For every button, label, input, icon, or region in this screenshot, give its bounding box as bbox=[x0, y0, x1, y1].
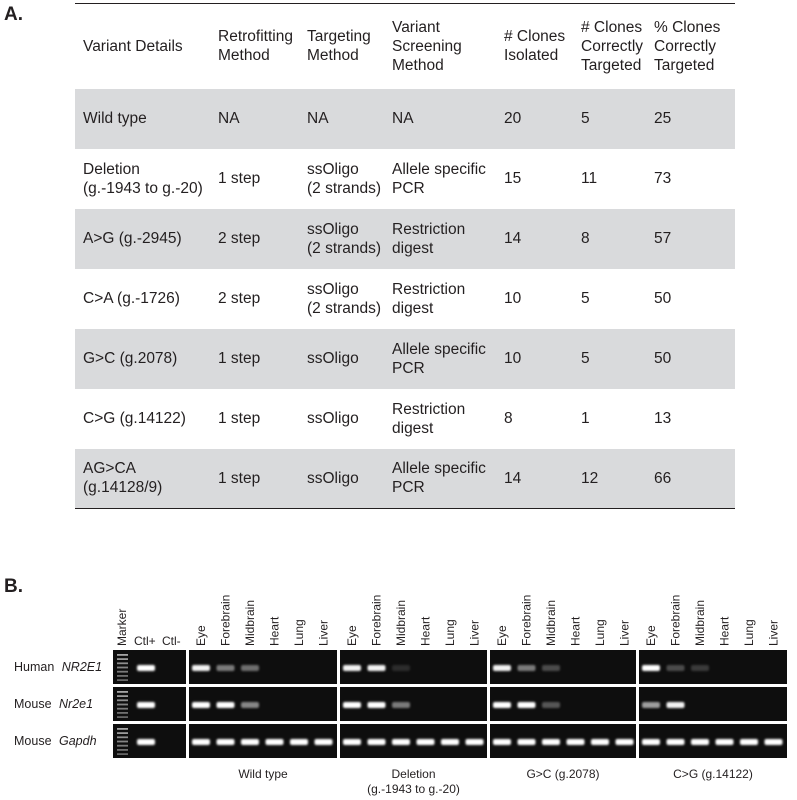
tissue-lane-label: Heart bbox=[717, 616, 732, 646]
table-cell-line: PCR bbox=[392, 359, 425, 377]
table-cell-line: (g.-1943 to g.-20) bbox=[83, 179, 203, 197]
row-label-prefix: Mouse bbox=[14, 734, 55, 748]
gel-image-panel bbox=[189, 687, 337, 721]
column-header-line: # Clones bbox=[581, 18, 643, 36]
table-cell-line: 1 step bbox=[218, 469, 261, 487]
table-cell-line: C>G (g.14122) bbox=[83, 410, 186, 427]
table-cell-line: 57 bbox=[654, 230, 672, 247]
column-header bbox=[299, 4, 384, 89]
table-cell-line: 50 bbox=[654, 290, 672, 307]
table-header-row bbox=[75, 4, 735, 89]
gel-band bbox=[642, 665, 660, 671]
row-label-gene: Gapdh bbox=[59, 734, 97, 748]
gel-band bbox=[290, 739, 308, 745]
table-cell bbox=[496, 449, 573, 509]
tissue-lane-label: Lung bbox=[292, 619, 306, 646]
row-label-gene: Nr2e1 bbox=[59, 697, 94, 711]
gel-band bbox=[192, 665, 210, 671]
genotype-group-label: G>C (g.2078) bbox=[526, 767, 600, 781]
table-cell bbox=[384, 449, 496, 509]
tissue-lane-label: Heart bbox=[568, 616, 583, 646]
table-cell bbox=[210, 149, 299, 209]
marker-ladder-band bbox=[117, 658, 128, 660]
table-cell-line: Allele specific bbox=[392, 160, 486, 178]
table-cell bbox=[384, 329, 496, 389]
marker-ladder-band bbox=[117, 728, 128, 730]
table-cell bbox=[299, 209, 384, 269]
gel-band bbox=[392, 739, 410, 745]
tissue-lane-label: Forebrain bbox=[519, 594, 534, 646]
table-cell bbox=[496, 269, 573, 329]
gel-band bbox=[417, 739, 435, 745]
table-cell bbox=[573, 269, 646, 329]
gel-band bbox=[368, 665, 386, 671]
table-cell bbox=[75, 209, 210, 269]
clone-targeting-table bbox=[75, 3, 735, 509]
control-band bbox=[137, 665, 155, 671]
table-cell bbox=[573, 449, 646, 509]
tissue-lane-label: Forebrain bbox=[668, 594, 683, 646]
table-cell bbox=[75, 89, 210, 149]
table-cell bbox=[210, 389, 299, 449]
table-cell-line: 8 bbox=[581, 230, 590, 247]
marker-lane-label: Marker bbox=[115, 608, 129, 646]
gel-band bbox=[642, 702, 660, 708]
table-row bbox=[75, 449, 735, 509]
gel-band bbox=[343, 665, 361, 671]
table-cell-line: 1 step bbox=[218, 170, 261, 187]
gel-band bbox=[667, 665, 685, 671]
table-cell-line: (g.14128/9) bbox=[83, 479, 163, 497]
table-cell-line: digest bbox=[392, 419, 434, 437]
gel-band bbox=[368, 739, 386, 745]
row-label-gene: NR2E1 bbox=[61, 660, 103, 674]
table-cell-line: 2 step bbox=[218, 290, 261, 307]
gel-band bbox=[217, 702, 235, 708]
tissue-lane-label: Midbrain bbox=[394, 599, 408, 646]
table-cell-line: 73 bbox=[654, 170, 672, 187]
gel-band bbox=[740, 739, 758, 745]
marker-ladder-band bbox=[117, 708, 128, 710]
tissue-lane-label: Eye bbox=[345, 625, 359, 646]
tissue-lane-label: Midbrain bbox=[544, 599, 558, 646]
gel-image-panel bbox=[340, 724, 487, 758]
table-cell-line: 1 step bbox=[218, 410, 261, 427]
table-cell bbox=[646, 449, 735, 509]
table-cell-line: 14 bbox=[504, 230, 522, 247]
table-cell-line: NA bbox=[392, 110, 414, 127]
table-cell-line: PCR bbox=[392, 179, 425, 197]
gel-band bbox=[315, 739, 333, 745]
gel-band bbox=[241, 665, 259, 671]
table-cell-line: digest bbox=[392, 299, 434, 317]
gel-band bbox=[343, 702, 361, 708]
table-cell bbox=[496, 149, 573, 209]
table-cell-line: 2 step bbox=[218, 230, 261, 247]
table-cell-line: 15 bbox=[504, 170, 522, 187]
table-cell bbox=[573, 389, 646, 449]
gel-band bbox=[765, 739, 783, 745]
table-cell bbox=[210, 449, 299, 509]
gel-image-panel bbox=[490, 724, 636, 758]
gel-band bbox=[591, 739, 609, 745]
table-cell-line: 66 bbox=[654, 469, 672, 487]
column-header-line: Targeted bbox=[581, 56, 642, 74]
genotype-group-sublabel: (g.-1943 to g.-20) bbox=[367, 782, 460, 796]
genotype-group-label: C>G (g.14122) bbox=[673, 767, 753, 781]
gel-band bbox=[466, 739, 484, 745]
table-cell-line: ssOligo bbox=[307, 410, 359, 427]
panel-b-label: B. bbox=[4, 576, 23, 597]
table-cell-line: 11 bbox=[581, 170, 598, 187]
table-cell bbox=[210, 89, 299, 149]
table-cell bbox=[573, 89, 646, 149]
tissue-lane-label: Liver bbox=[617, 619, 632, 646]
tissue-lane-label: Midbrain bbox=[693, 599, 707, 646]
column-header-line: # Clones bbox=[504, 28, 566, 46]
table-cell bbox=[384, 389, 496, 449]
gel-band bbox=[518, 739, 536, 745]
gel-image-panel bbox=[340, 650, 487, 684]
table-cell bbox=[496, 329, 573, 389]
table-cell-line: (2 strands) bbox=[307, 299, 382, 317]
table-cell-line: ssOligo bbox=[307, 220, 359, 238]
table-cell bbox=[646, 269, 735, 329]
table-cell-line: Restriction bbox=[392, 280, 466, 298]
tissue-lane-label: Eye bbox=[194, 625, 208, 646]
table-cell-line: 10 bbox=[504, 350, 522, 367]
tissue-lane-label: Eye bbox=[495, 625, 509, 646]
table-cell-line: ssOligo bbox=[307, 469, 359, 487]
table-cell-line: 8 bbox=[504, 410, 513, 427]
tissue-lane-label: Liver bbox=[316, 619, 331, 646]
table-cell bbox=[496, 209, 573, 269]
table-cell-line: ssOligo bbox=[307, 280, 359, 298]
table-cell-line: 12 bbox=[581, 469, 599, 487]
column-header-line: Correctly bbox=[654, 37, 717, 55]
table-cell-line: 1 bbox=[581, 410, 590, 427]
table-cell bbox=[384, 89, 496, 149]
marker-ladder-band bbox=[117, 712, 128, 714]
table-cell bbox=[573, 149, 646, 209]
table-cell bbox=[75, 329, 210, 389]
column-header-line: % Clones bbox=[654, 18, 721, 36]
gel-image-panel bbox=[639, 687, 787, 721]
marker-ladder-band bbox=[117, 667, 128, 669]
column-header bbox=[210, 4, 299, 89]
marker-ladder-band bbox=[117, 732, 128, 734]
table-cell-line: Deletion bbox=[83, 160, 140, 178]
marker-ladder-band bbox=[117, 749, 128, 751]
marker-ladder-band bbox=[117, 654, 128, 656]
column-header bbox=[573, 4, 646, 89]
column-header bbox=[646, 4, 735, 89]
table-cell-line: (2 strands) bbox=[307, 239, 382, 257]
table-cell bbox=[646, 389, 735, 449]
table-cell bbox=[75, 149, 210, 209]
table-cell-line: 14 bbox=[504, 469, 522, 487]
marker-ladder-band bbox=[117, 716, 128, 718]
tissue-lane-label: Lung bbox=[742, 619, 756, 646]
tissue-lane-label: Lung bbox=[443, 619, 457, 646]
table-cell-line: NA bbox=[307, 110, 329, 127]
gel-band bbox=[343, 739, 361, 745]
table-row bbox=[75, 209, 735, 269]
control-lane-label: Ctl+ bbox=[134, 634, 156, 648]
table-cell bbox=[299, 449, 384, 509]
table-cell-line: 1 step bbox=[218, 350, 261, 367]
tissue-lane-label: Liver bbox=[467, 619, 482, 646]
table-cell-line: NA bbox=[218, 110, 240, 127]
gel-band bbox=[493, 702, 511, 708]
table-cell-line: 10 bbox=[504, 290, 522, 307]
column-header-line: Correctly bbox=[581, 37, 644, 55]
column-header-line: Method bbox=[392, 56, 444, 74]
gel-band bbox=[642, 739, 660, 745]
gel-band bbox=[542, 665, 560, 671]
gel-band bbox=[392, 665, 410, 671]
marker-ladder-band bbox=[117, 699, 128, 701]
gel-image-panel bbox=[490, 687, 636, 721]
gel-band bbox=[493, 739, 511, 745]
table-cell-line: A>G (g.-2945) bbox=[83, 230, 182, 247]
genotype-group-label: Wild type bbox=[238, 767, 288, 781]
table-cell-line: AG>CA bbox=[83, 460, 136, 478]
gel-image-panel bbox=[340, 687, 487, 721]
tissue-lane-label: Forebrain bbox=[369, 594, 384, 646]
column-header-line: Variant bbox=[392, 18, 440, 36]
gel-image-panel bbox=[639, 650, 787, 684]
table-cell bbox=[299, 89, 384, 149]
table-cell-line: Allele specific bbox=[392, 340, 486, 358]
panel-a-label: A. bbox=[4, 4, 23, 25]
table-cell bbox=[384, 209, 496, 269]
gel-row-label bbox=[14, 660, 102, 674]
table-cell-line: C>A (g.-1726) bbox=[83, 290, 180, 307]
table-cell bbox=[299, 329, 384, 389]
gel-image-panel bbox=[490, 650, 636, 684]
rt-pcr-gel-figure bbox=[0, 590, 797, 800]
gel-band bbox=[192, 739, 210, 745]
table-cell bbox=[299, 269, 384, 329]
row-label-prefix: Mouse bbox=[14, 697, 55, 711]
gel-band bbox=[266, 739, 284, 745]
tissue-lane-label: Midbrain bbox=[243, 599, 257, 646]
table-row bbox=[75, 89, 735, 149]
gel-band bbox=[392, 702, 410, 708]
table-cell bbox=[646, 89, 735, 149]
gel-band bbox=[217, 739, 235, 745]
gel-band bbox=[667, 739, 685, 745]
column-header bbox=[496, 4, 573, 89]
gel-band bbox=[542, 702, 560, 708]
table-cell-line: Allele specific bbox=[392, 460, 486, 478]
genotype-group-label: Deletion bbox=[391, 767, 436, 781]
marker-ladder-band bbox=[117, 679, 128, 681]
column-header-line: Variant Details bbox=[83, 37, 183, 55]
table-cell-line: Restriction bbox=[392, 400, 466, 418]
gel-band bbox=[542, 739, 560, 745]
table-cell bbox=[646, 329, 735, 389]
column-header bbox=[384, 4, 496, 89]
table-cell bbox=[384, 269, 496, 329]
column-header-line: Targeted bbox=[654, 56, 715, 74]
gel-band bbox=[241, 739, 259, 745]
gel-band bbox=[368, 702, 386, 708]
control-band bbox=[137, 739, 155, 745]
gel-band bbox=[192, 702, 210, 708]
table-row bbox=[75, 149, 735, 209]
gel-band bbox=[217, 665, 235, 671]
column-header-line: Method bbox=[307, 47, 359, 65]
column-header-line: Screening bbox=[392, 37, 462, 55]
table-cell-line: 5 bbox=[581, 350, 590, 367]
tissue-lane-label: Liver bbox=[766, 619, 781, 646]
table-cell-line: 20 bbox=[504, 110, 522, 127]
table-cell bbox=[210, 269, 299, 329]
gel-row-label bbox=[14, 734, 97, 748]
gel-band bbox=[441, 739, 459, 745]
column-header-line: Method bbox=[218, 47, 270, 65]
table-cell bbox=[496, 389, 573, 449]
table-cell bbox=[573, 209, 646, 269]
gel-band bbox=[518, 665, 536, 671]
table-cell-line: 25 bbox=[654, 110, 672, 127]
gel-band bbox=[691, 665, 709, 671]
marker-ladder-band bbox=[117, 704, 128, 706]
table-cell-line: (2 strands) bbox=[307, 179, 382, 197]
table-cell-line: PCR bbox=[392, 479, 425, 497]
table-cell bbox=[75, 389, 210, 449]
column-header-line: Retrofitting bbox=[218, 28, 293, 46]
control-band bbox=[137, 702, 155, 708]
marker-ladder-band bbox=[117, 753, 128, 755]
table-cell bbox=[573, 329, 646, 389]
gel-band bbox=[518, 702, 536, 708]
table-cell-line: 5 bbox=[581, 290, 590, 307]
tissue-lane-label: Eye bbox=[644, 625, 658, 646]
table-cell-line: G>C (g.2078) bbox=[83, 350, 178, 367]
gel-band bbox=[616, 739, 634, 745]
table-cell bbox=[646, 149, 735, 209]
table-cell-line: Restriction bbox=[392, 220, 466, 238]
table-cell-line: digest bbox=[392, 239, 434, 257]
column-header-line: Targeting bbox=[307, 28, 371, 46]
table-cell bbox=[646, 209, 735, 269]
table-cell bbox=[75, 269, 210, 329]
table-cell-line: 50 bbox=[654, 350, 672, 367]
marker-ladder-band bbox=[117, 691, 128, 693]
table-cell-line: ssOligo bbox=[307, 350, 359, 367]
marker-ladder-band bbox=[117, 695, 128, 697]
table-cell bbox=[299, 389, 384, 449]
table-row bbox=[75, 329, 735, 389]
tissue-lane-label: Lung bbox=[593, 619, 607, 646]
marker-ladder-band bbox=[117, 671, 128, 673]
tissue-lane-label: Heart bbox=[418, 616, 433, 646]
marker-ladder-band bbox=[117, 741, 128, 743]
gel-band bbox=[493, 665, 511, 671]
table-cell bbox=[210, 329, 299, 389]
column-header-line: Isolated bbox=[504, 47, 559, 65]
gel-band bbox=[716, 739, 734, 745]
table-row bbox=[75, 269, 735, 329]
gel-image-panel bbox=[189, 650, 337, 684]
table-cell-line: 5 bbox=[581, 110, 590, 127]
marker-ladder-band bbox=[117, 662, 128, 664]
marker-ladder-band bbox=[117, 675, 128, 677]
table-cell-line: Wild type bbox=[83, 110, 147, 127]
gel-band bbox=[567, 739, 585, 745]
marker-ladder-band bbox=[117, 745, 128, 747]
tissue-lane-label: Forebrain bbox=[218, 594, 233, 646]
table-cell-line: 13 bbox=[654, 410, 672, 427]
table-cell bbox=[75, 449, 210, 509]
row-label-prefix: Human bbox=[14, 660, 58, 674]
table-body bbox=[75, 89, 735, 509]
table-cell bbox=[384, 149, 496, 209]
table-cell bbox=[210, 209, 299, 269]
control-lane-label: Ctl- bbox=[162, 634, 181, 648]
table-cell-line: ssOligo bbox=[307, 160, 359, 178]
tissue-lane-label: Heart bbox=[267, 616, 282, 646]
table-row bbox=[75, 389, 735, 449]
gel-band bbox=[691, 739, 709, 745]
gel-row-label bbox=[14, 697, 93, 711]
column-header bbox=[75, 4, 210, 89]
marker-ladder-band bbox=[117, 736, 128, 738]
table-cell bbox=[299, 149, 384, 209]
gel-band bbox=[241, 702, 259, 708]
table-cell bbox=[496, 89, 573, 149]
gel-band bbox=[667, 702, 685, 708]
